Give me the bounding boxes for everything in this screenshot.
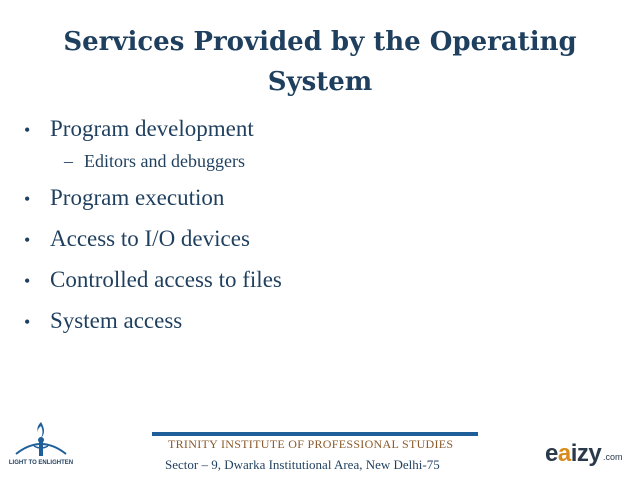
logo-tagline: LIGHT TO ENLIGHTEN — [8, 460, 74, 466]
bullet-item — [24, 307, 614, 336]
eazy-brand-text: eaizy — [545, 440, 602, 467]
bullet-dot-icon: • — [24, 120, 31, 140]
bullet-text: Program execution — [50, 185, 225, 210]
bullet-item — [24, 225, 614, 254]
bullet-item — [24, 115, 614, 144]
cart-letter: a — [557, 440, 571, 467]
bullet-text: Access to I/O devices — [50, 226, 250, 251]
bullet-dot-icon: • — [24, 189, 31, 209]
institute-name: TRINITY INSTITUTE OF PROFESSIONAL STUDIES — [168, 437, 454, 451]
bullet-text: Program development — [50, 116, 254, 141]
dash-icon: – — [64, 151, 73, 171]
torch-icon — [6, 414, 76, 460]
eazy-logo — [545, 440, 635, 474]
institute-address: Sector – 9, Dwarka Institutional Area, New Delhi-75 — [165, 457, 440, 472]
footer-divider — [152, 432, 478, 436]
bullet-text: System access — [50, 308, 183, 333]
bullet-text: Controlled access to files — [50, 267, 282, 292]
eazy-tld: .com — [603, 452, 623, 462]
sub-bullet-item — [64, 150, 614, 172]
bullet-dot-icon: • — [24, 312, 31, 332]
institute-logo — [6, 414, 76, 476]
bullet-dot-icon: • — [24, 271, 31, 291]
bullet-item — [24, 266, 614, 295]
sub-bullet-text: Editors and debuggers — [84, 151, 245, 171]
bullet-list — [24, 115, 614, 348]
bullet-dot-icon: • — [24, 230, 31, 250]
bullet-item — [24, 184, 614, 213]
slide-title: Services Provided by the Operating System — [63, 27, 577, 97]
